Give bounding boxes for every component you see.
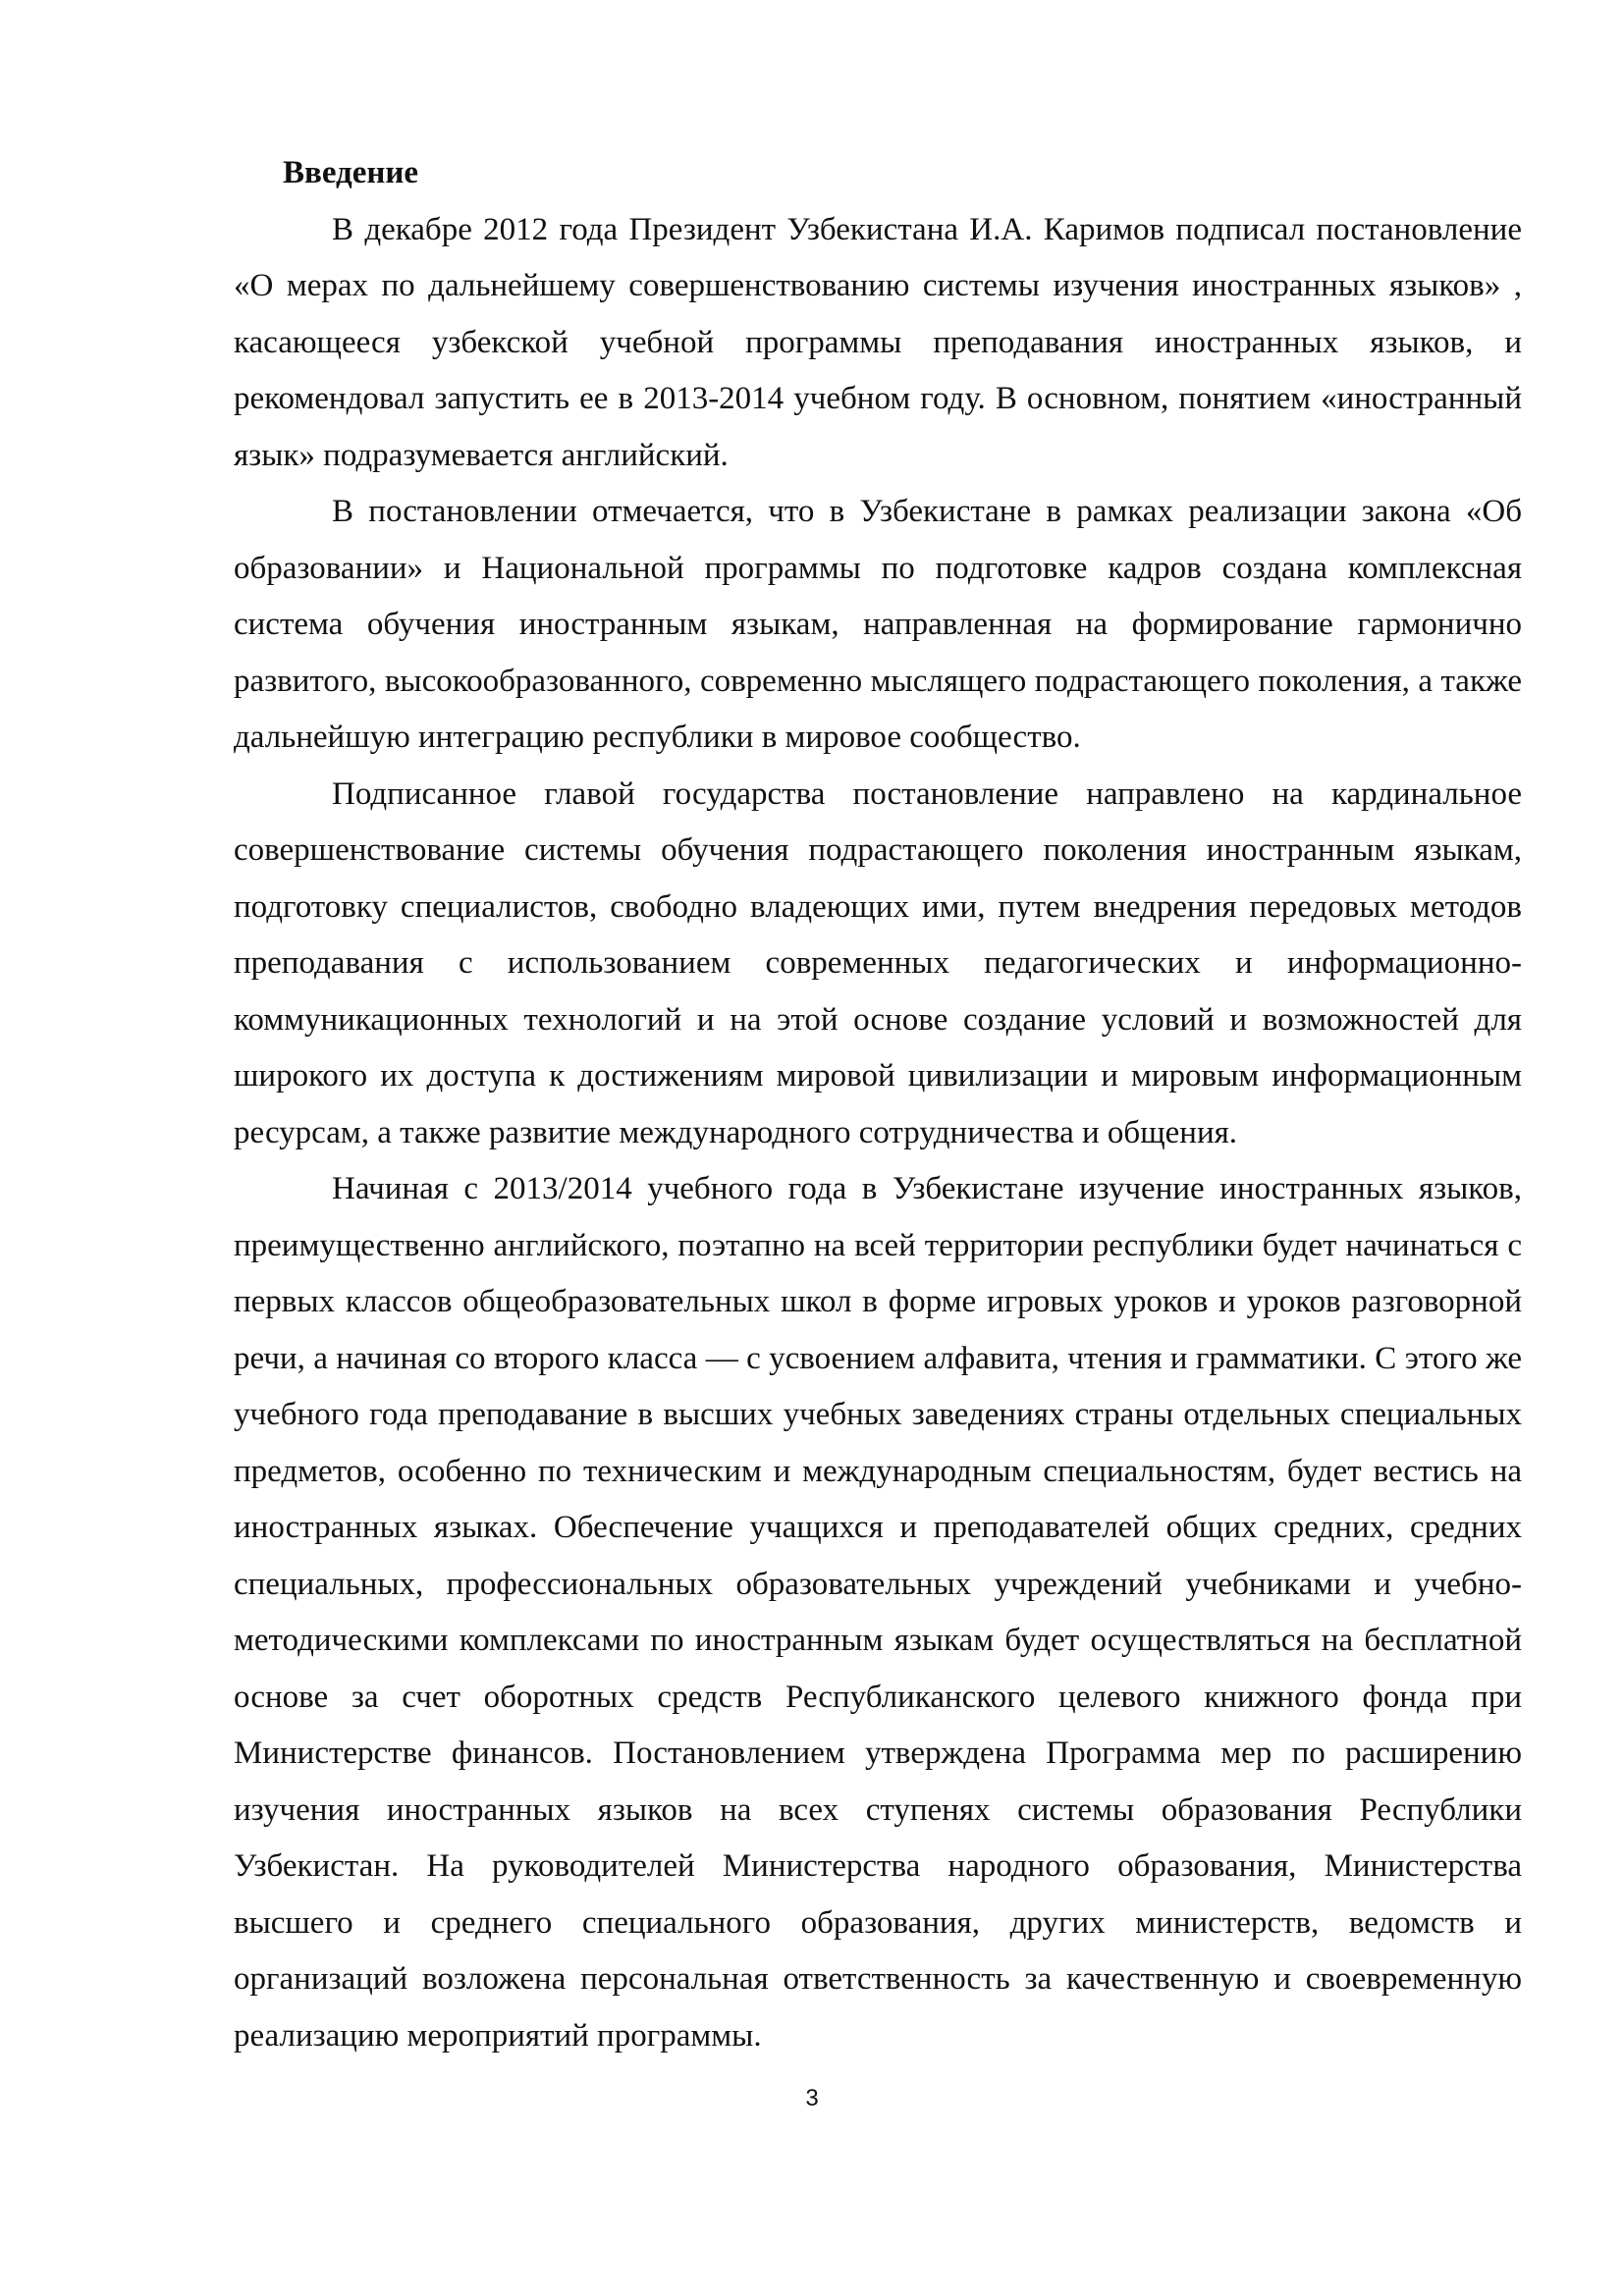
paragraph-3: Подписанное главой государства постановление направлено на кардинальное совершенствование системы обучения подрастающего поколения иностранным языкам, подготовку специалистов, свободно владеющих ими, путем внедрения передовых методов преподавания с использованием современных педагогических и информационно-коммуникационных технологий и на этой основе создание условий и возможностей для широкого их доступа к достижениям мировой цивилизации и мировым информационным ресурсам, а также развитие международного сотрудничества и общения. [234, 775, 1522, 1150]
page-number: 3 [805, 2085, 819, 2111]
paragraph-4: Начиная с 2013/2014 учебного года в Узбекистане изучение иностранных языков, преимущественно английского, поэтапно на всей территории республики будет начинаться с первых классов общеобразовательных школ в форме игровых уроков и уроков разговорной речи, а начиная со второго класса — с усвоением алфавита, чтения и грамматики. С этого же учебного года преподавание в высших учебных заведениях страны отдельных специальных предметов, особенно по техническим и международным специальностям, будет вестись на иностранных языках. Обеспечение учащихся и преподавателей общих средних, средних специальных, профессиональных образовательных учреждений учебниками и учебно-методическими комплексами по иностранным языкам будет осуществляться на бесплатной основе за счет оборотных средств Республиканского целевого книжного фонда при Министерстве финансов. Постановлением утверждена Программа мер по расширению изучения иностранных языков на всех ступенях системы образования Республики Узбекистан. На руководителей Министерства народного образования, Министерства высшего и среднего специального образования, других министерств, ведомств и организаций возложена персональная ответственность за качественную и своевременную реализацию мероприятий программы. [234, 1171, 1522, 2054]
page-body [234, 145, 1522, 2064]
paragraph-2: В постановлении отмечается, что в Узбекистане в рамках реализации закона «Об образовании» и Национальной программы по подготовке кадров создана комплексная система обучения иностранным языкам, направленная на формирование гармонично развитого, высокообразованного, современно мыслящего подрастающего поколения, а также дальнейшую интеграцию республики в мировое сообщество. [234, 494, 1522, 755]
paragraph-1: В декабре 2012 года Президент Узбекистана И.А. Каримов подписал постановление «О мерах по дальнейшему совершенствованию системы изучения иностранных языков» , касающееся узбекской учебной программы преподавания иностранных языков, и рекомендовал запустить ее в 2013-2014 учебном году. В основном, понятием «иностранный язык» подразумевается английский. [234, 211, 1522, 473]
section-heading: Введение [283, 155, 419, 190]
